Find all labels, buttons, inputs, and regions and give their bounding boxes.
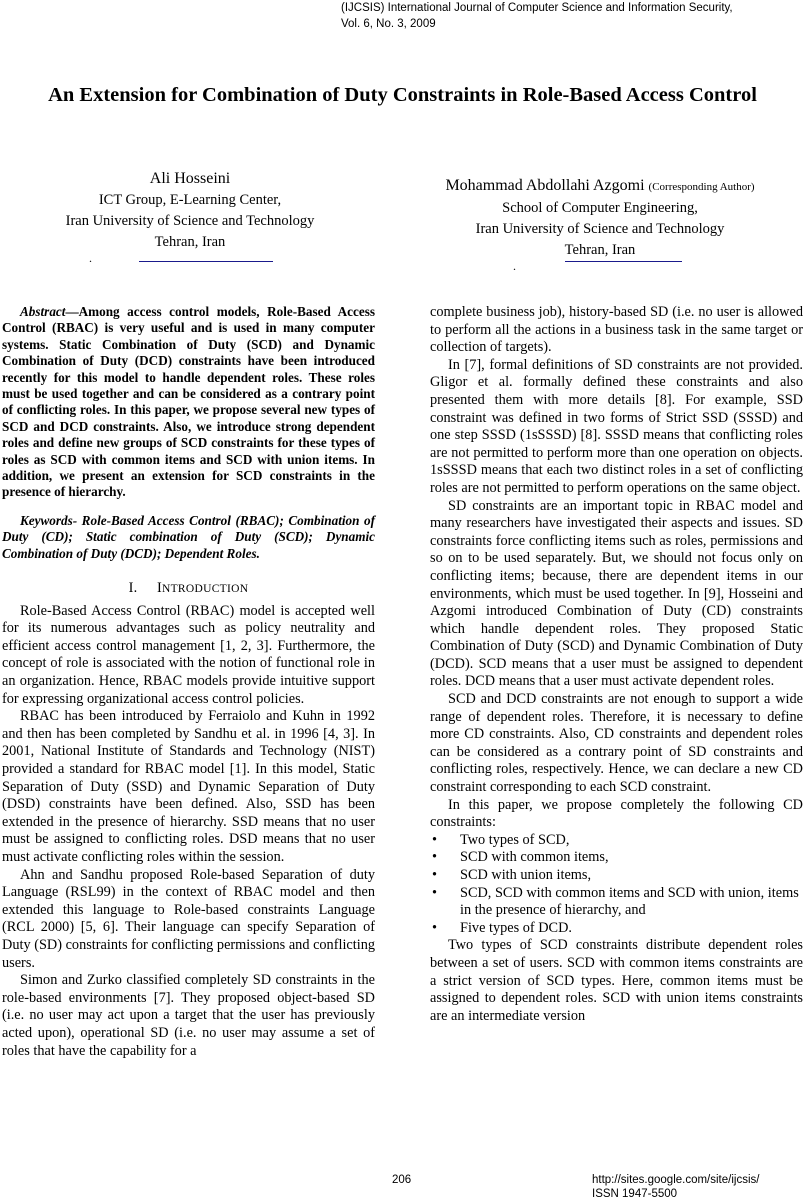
list-item <box>430 832 803 850</box>
paragraph: Simon and Zurko classified completely SD constraints in the role-based environments [7]. They proposed object-based SD (i.e. no user may act upon a target that the user has previously acted upon), operational SD (i.e. no user may assume a set of roles that have the capability for a <box>2 972 375 1059</box>
author-2-affil-2: Iran University of Science and Technology <box>475 221 725 237</box>
abstract <box>2 304 375 501</box>
author-1-affil-1: ICT Group, E-Learning Center, <box>98 192 282 208</box>
paragraph: Two types of SCD constraints distribute dependent roles between a set of users. SCD with common items constraints are a strict version of SCD types. Here, common items must be assigned to dependent roles. SCD with union items constraints are an intermediate version <box>430 937 803 1024</box>
author-1-affil-2: Iran University of Science and Technology <box>65 213 315 229</box>
author-1-name: Ali Hosseini <box>149 170 231 187</box>
journal-header-line1: (IJCSIS) International Journal of Computer Science and Information Security, <box>341 2 733 14</box>
list-item <box>430 885 803 920</box>
list-item-text: Five types of DCD. <box>460 919 572 936</box>
author-1-affil-3: Tehran, Iran <box>154 234 226 250</box>
list-item-text: SCD with union items, <box>460 867 592 883</box>
paragraph: complete business job), history-based SD (i.e. no user is allowed to perform all the actions in a business task in the same target or collection of targets). <box>430 304 803 356</box>
bullet-icon: • <box>432 884 438 901</box>
author-2-affil-3: Tehran, Iran <box>564 242 636 258</box>
paragraph: RBAC has been introduced by Ferraiolo and Kuhn in 1992 and then has been completed by Sandhu et al. in 1996 [4, 3]. In 2001, National Institute of Standards and Technology (NIST) provided a standard for RBAC model [1]. In this model, Static Separation of Duty (SSD) and Dynamic Separation of Duty (DSD) constraints have been defined. Also, SSD has been extended in the presence of hierarchy. SSD means that no user must be assigned to conflicting roles. DSD means that no user must activate conflicting roles within the session. <box>2 708 375 865</box>
section-title-initial: I <box>156 580 162 597</box>
page-number: 206 <box>392 1174 412 1186</box>
author-2-note: (Corresponding Author) <box>648 181 755 193</box>
bullet-icon: • <box>432 831 438 848</box>
author-2-email-link[interactable] <box>565 261 682 262</box>
abstract-text: —Among access control models, Role-Based Access Control (RBAC) is very useful and is used in many computer systems. Static Combination of Duty (SCD) and Dynamic Combination of Duty (DCD) constraints have been introduced recently for this model to handle dependent roles. These roles must be used together and can be considered as a contrary point of conflicting roles. In this paper, we propose several new types of SCD and DCD constraints. Also, we introduce strong dependent roles and define new groups of SCD constraints for these types of roles as SCD with common items and SCD with union items. In addition, we present an extension for SCD constraints in the presence of hierarchy. <box>2 304 375 500</box>
author-2-block <box>400 175 800 261</box>
keywords: Keywords- Role-Based Access Control (RBAC); Combination of Duty (CD); Static combination of Duty (SCD); Dynamic Combination of Duty (DCD); Dependent Roles. <box>2 512 375 561</box>
paragraph: In this paper, we propose completely the following CD constraints: <box>430 796 803 831</box>
section-title-rest: NTRODUCTION <box>162 583 249 596</box>
right-column <box>430 304 803 1025</box>
paragraph: SCD and DCD constraints are not enough to support a wide range of dependent roles. Therefore, it is necessary to define more CD constraints. Also, CD constraints and dependent roles can be considered as a contrary point of SD constraints and conflicting roles, respectively. Hence, we can declare a new CD constraint corresponding to each SCD constraint. <box>430 691 803 796</box>
list-item <box>430 849 803 867</box>
journal-header-line2: Vol. 6, No. 3, 2009 <box>341 18 436 30</box>
left-column <box>2 304 375 1060</box>
list-item <box>430 867 803 885</box>
list-item-text: SCD with common items, <box>460 849 609 866</box>
list-item <box>430 920 803 938</box>
list-item-text: Two types of SCD, <box>460 831 570 848</box>
bullet-icon: • <box>432 849 438 866</box>
author-2-name: Mohammad Abdollahi Azgomi <box>445 177 645 194</box>
footer-issn: ISSN 1947-5500 <box>592 1188 678 1200</box>
journal-header <box>341 0 733 32</box>
author-1-email-dot: . <box>89 251 92 265</box>
paragraph: Role-Based Access Control (RBAC) model is accepted well for its numerous advantages such as policy neutrality and efficient access control management [1, 2, 3]. Furthermore, the concept of role is associated with the notion of functional role in an organization. Hence, RBAC models provide intuitive support for expressing organizational access control policies. <box>2 602 375 707</box>
bullet-icon: • <box>432 867 438 883</box>
author-2-affil-1: School of Computer Engineering, <box>502 200 698 216</box>
author-1-email-link[interactable] <box>139 261 273 262</box>
paragraph: In [7], formal definitions of SD constraints are not provided. Gligor et al. formally defined these constraints and also presented them with more details [8]. For example, SSD constraint was defined in two forms of Strict SSD (SSSD) and one step SSSD (1sSSSD) [8]. SSSD means that conflicting roles are not permitted to perform more than one operation on objects. 1sSSSD means that each two distinct roles in a set of conflicting roles are not permitted to perform operations on the same object. <box>430 356 803 496</box>
author-2-email-dot: . <box>513 259 516 273</box>
paragraph: SD constraints are an important topic in RBAC model and many researchers have investigated their aspects and issues. SD constraints force conflicting items such as roles, permissions and so on to be used separately. But, we should not focus only on conflicting items; because, there are dependent items in our environments, which must be used together. In [9], Hosseini and Azgomi introduced Combination of Duty (CD) constraints which handle dependent roles. They proposed Static Combination of Duty (SCD) and Dynamic Combination of Duty (DCD). SCD means that a user must be assigned to dependent roles. DCD means that a user must activate dependent roles. <box>430 497 803 690</box>
section-heading-introduction <box>2 580 375 599</box>
section-number: I. <box>128 580 138 597</box>
footer-url[interactable]: http://sites.google.com/site/ijcsis/ <box>592 1174 760 1186</box>
bullet-list <box>430 832 803 938</box>
author-1-block <box>30 168 350 253</box>
bullet-icon: • <box>432 919 438 936</box>
paper-title: An Extension for Combination of Duty Constraints in Role-Based Access Control <box>48 84 757 106</box>
paragraph: Ahn and Sandhu proposed Role-based Separation of duty Language (RSL99) in the context of RBAC model and then extended this language to Role-based constraints Language (RCL 2000) [5, 6]. Their language can specify Separation of Duty (SD) constraints for conflicting permissions and conflicting users. <box>2 866 375 971</box>
list-item-text: SCD, SCD with common items and SCD with union, items in the presence of hierarchy, and <box>460 884 799 919</box>
abstract-label: Abstract <box>20 304 66 319</box>
